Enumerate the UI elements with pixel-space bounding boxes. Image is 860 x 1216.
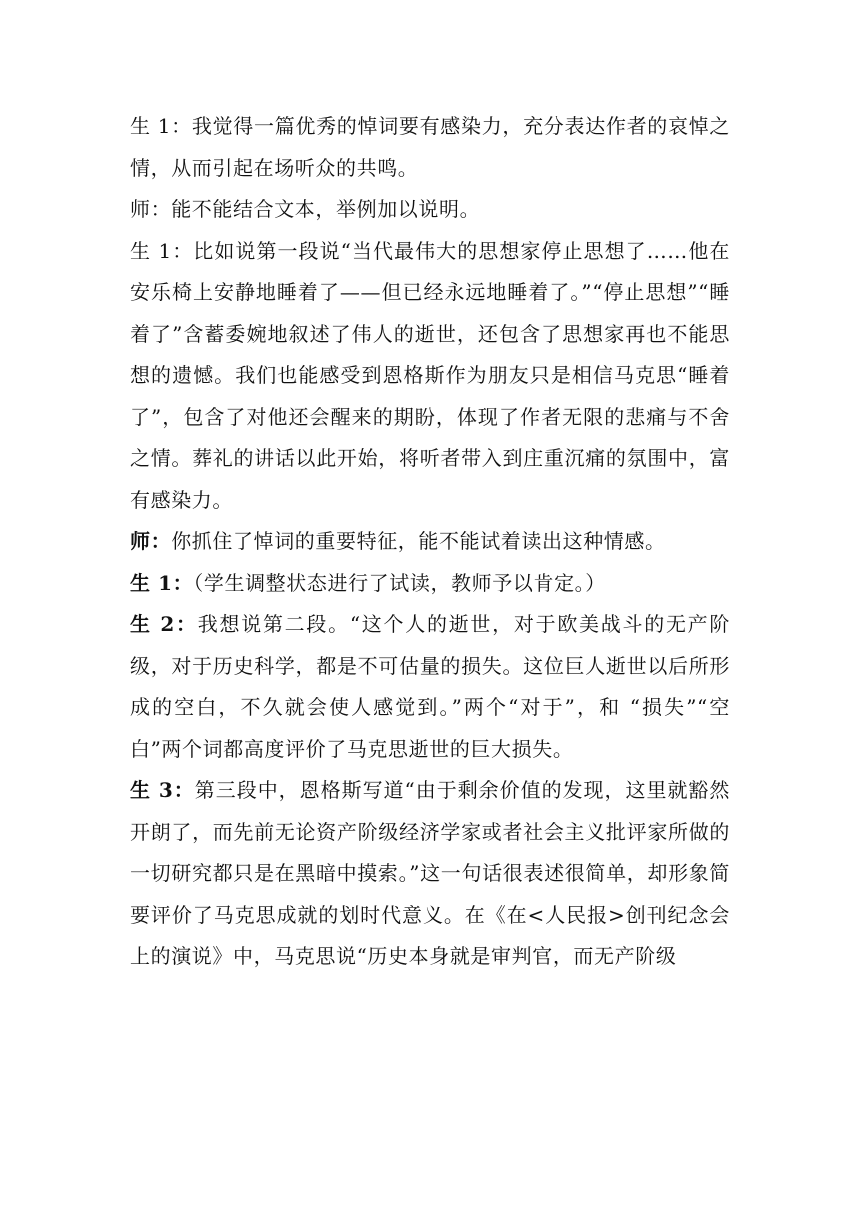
speaker-label: 师： — [130, 529, 172, 553]
speaker-label: 生 1： — [130, 238, 194, 263]
paragraph-text: 我觉得一篇优秀的悼词要有感染力，充分表达作者的哀悼之情，从而引起在场听众的共鸣。 — [130, 114, 730, 180]
speaker-label: 生 2： — [130, 612, 198, 636]
paragraph-text: 我想说第二段。“这个人的逝世，对于欧美战斗的无产阶级，对于历史科学，都是不可估量的损失。这位巨人逝世以后所形成的空白，不久就会使人感觉到。”两个“对于”，和 “损失”“空白”两个词都高度评价了马克思逝世的巨大损失。 — [130, 612, 730, 761]
dialogue-paragraph-6 — [130, 604, 730, 770]
dialogue-paragraph-1 — [130, 106, 730, 189]
speaker-label: 生 1： — [130, 114, 192, 138]
paragraph-text: 第三段中，恩格斯写道“由于剩余价值的发现，这里就豁然开朗了，而先前无论资产阶级经济学家或者社会主义批评家所做的一切研究都只是在黑暗中摸索。”这一句话很表述很简单，却形象简要评价了马克思成就的划时代意义。在《在<人民报>创刊纪念会上的演说》中，马克思说“历史本身就是审判官，而无产阶级 — [130, 778, 730, 968]
paragraph-text: （学生调整状态进行了试读，教师予以肯定。） — [193, 570, 606, 595]
dialogue-paragraph-4 — [130, 521, 730, 563]
dialogue-paragraph-2 — [130, 189, 730, 231]
dialogue-paragraph-7 — [130, 770, 730, 978]
dialogue-text-block — [130, 106, 730, 978]
speaker-label: 生 1： — [130, 570, 194, 595]
paragraph-text: 你抓住了悼词的重要特征，能不能试着读出这种情感。 — [171, 529, 666, 553]
paragraph-text: 能不能结合文本，举例加以说明。 — [171, 197, 481, 221]
dialogue-paragraph-3 — [130, 231, 730, 522]
speaker-label: 生 3： — [130, 778, 195, 802]
speaker-label: 师： — [130, 197, 172, 221]
paragraph-text: 比如说第一段说“当代最伟大的思想家停止思想了……他在安乐椅上安静地睡着了——但已经永远地睡着了。”“停止思想”“睡着了”含蓄委婉地叙述了伟人的逝世，还包含了思想家再也不能思想的遗憾。我们也能感受到恩格斯作为朋友只是相信马克思“睡着了”，包含了对他还会醒来的期盼，体现了作者无限的悲痛与不舍之情。葬礼的讲话以此开始，将听者带入到庄重沉痛的氛围中，富有感染力。 — [130, 238, 730, 512]
dialogue-paragraph-5 — [130, 563, 730, 605]
